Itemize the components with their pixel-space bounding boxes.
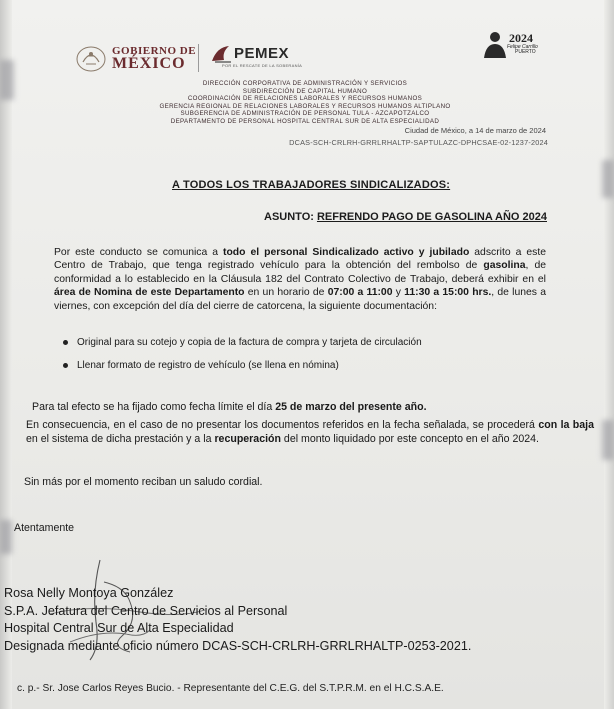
signer-block — [4, 585, 471, 655]
logo-divider — [198, 44, 199, 72]
gobierno-line2: MÉXICO — [112, 55, 186, 72]
text-run: Para tal efecto se ha fijado como fecha límite el día — [32, 401, 276, 413]
pemex-wordmark: PEMEX — [234, 45, 290, 62]
header-line: DEPARTAMENTO DE PERSONAL HOSPITAL CENTRAL SUR DE ALTA ESPECIALIDAD — [170, 117, 440, 125]
body-paragraph — [54, 246, 546, 313]
header-line: SUBDIRECCIÓN DE CAPITAL HUMANO — [242, 87, 368, 95]
greeting: Sin más por el momento reciban un saludo cordial. — [24, 476, 263, 488]
text-run: En consecuencia, en el caso de no presentar los documentos referidos en la fecha señalada, se procederá — [26, 419, 539, 431]
blurred-region — [0, 520, 12, 554]
header-line: COORDINACIÓN DE RELACIONES LABORALES Y RECURSOS HUMANOS — [187, 95, 423, 103]
list-item — [63, 337, 422, 348]
badge-year: 2024 — [509, 31, 533, 45]
mexico-coat-of-arms-icon — [74, 44, 108, 74]
header-line: SUBGERENCIA DE ADMINISTRACIÓN DE PERSONAL TULA - AZCAPOTZALCO — [180, 110, 430, 118]
bold-run: recuperación — [214, 433, 281, 445]
header-line: DIRECCIÓN CORPORATIVA DE ADMINISTRACIÓN Y SERVICIOS — [202, 80, 408, 87]
bold-run: gasolina — [483, 260, 526, 272]
badge-name: Felipe Carrillo — [507, 44, 538, 50]
addressee: A TODOS LOS TRABAJADORES SINDICALIZADOS: — [172, 179, 451, 191]
place-date: Ciudad de México, a 14 de marzo de 2024 — [404, 126, 546, 135]
text-run: , de lunes a viernes, con excepción del día del cierre de catorcena, la siguiente documentación: — [54, 287, 546, 312]
subject-text: REFRENDO PAGO DE GASOLINA AÑO 2024 — [316, 211, 547, 223]
signer-institution: Hospital Central Sur de Alta Especialidad — [4, 621, 234, 636]
list-item-text: Original para su cotejo y copia de la factura de compra y tarjeta de circulación — [77, 337, 422, 348]
bold-run: 25 de marzo del presente año. — [275, 401, 427, 413]
gobierno-de-mexico-logo — [112, 45, 196, 73]
gobierno-line1: GOBIERNO DE — [112, 45, 197, 57]
badge-name-2: PUERTO — [515, 49, 536, 55]
bold-run: 07:00 a 11:00 — [327, 287, 393, 299]
text-run: adscrito a este Centro de Trabajo, que tenga registrado vehículo para la obtención del rembolso de — [54, 247, 546, 272]
subject-line — [264, 211, 547, 223]
carbon-copy: c. p.- Sr. Jose Carlos Reyes Bucio. - Representante del C.E.G. del S.T.P.R.M. en el H.C.S.A.E. — [17, 683, 444, 694]
text-run: en un horario de — [244, 287, 328, 299]
bold-run: 11:30 a 15:00 hrs. — [404, 287, 492, 299]
consequence-paragraph — [26, 418, 594, 446]
text-run: en el sistema de dicha prestación y a la — [26, 433, 215, 445]
bullet-icon — [63, 340, 68, 345]
header-line: GERENCIA REGIONAL DE RELACIONES LABORALES Y RECURSOS HUMANOS ALTIPLANO — [159, 102, 451, 110]
subject-label: ASUNTO: — [264, 211, 317, 223]
closing: Atentamente — [14, 522, 75, 534]
bullet-icon — [63, 363, 68, 368]
signer-designation: Designada mediante oficio número DCAS-SCH-CRLRH-GRRLRHALTP-0253-2021. — [4, 638, 472, 653]
pemex-flame-icon — [209, 43, 233, 65]
bold-run: con la baja — [538, 419, 594, 431]
deadline-paragraph — [32, 401, 427, 413]
signer-title: S.P.A. Jefatura del Centro de Servicios al Personal — [4, 603, 288, 618]
text-run: Por este conducto se comunica a — [54, 247, 223, 258]
text-run: del monto liquidado por este concepto en el año 2024. — [280, 433, 539, 445]
bold-run: área de Nomina de este Departamento — [54, 287, 245, 299]
department-header — [130, 80, 480, 126]
blurred-region — [602, 420, 614, 460]
blurred-region — [602, 160, 614, 198]
page-edge-right — [604, 0, 614, 709]
portrait-figure-icon — [480, 28, 510, 58]
reference-number: DCAS-SCH-CRLRH-GRRLRHALTP-SAPTULAZC-DPHCSAE-02-1237-2024 — [289, 138, 548, 147]
bold-run: todo el personal Sindicalizado activo y jubilado — [223, 247, 470, 258]
list-item-text: Llenar formato de registro de vehículo (se llena en nómina) — [77, 360, 339, 371]
pemex-tagline: POR EL RESCATE DE LA SOBERANÍA — [222, 63, 303, 68]
signer-name: Rosa Nelly Montoya González — [4, 586, 174, 600]
list-item — [63, 360, 339, 371]
blurred-region — [0, 60, 14, 100]
text-run: , de conformidad a lo establecido en la Cláusula 182 del Contrato Colectivo de Trabajo, deberá exhibir en el — [54, 260, 546, 285]
text-run: y — [392, 287, 405, 299]
